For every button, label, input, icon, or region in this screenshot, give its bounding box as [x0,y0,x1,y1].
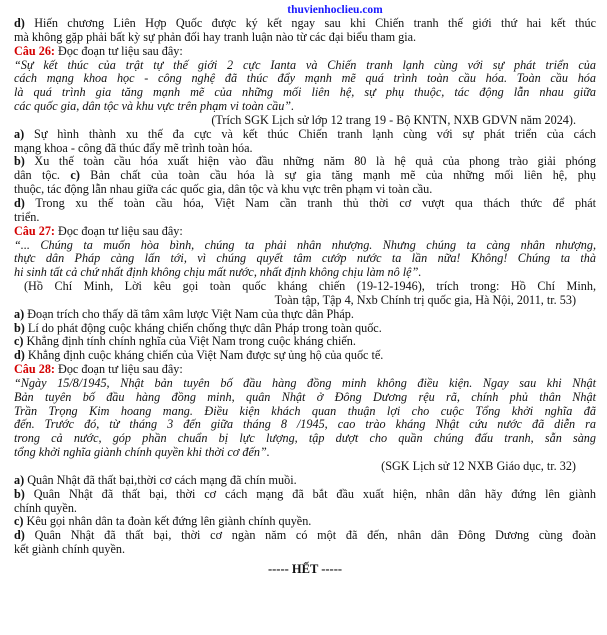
text-line [14,114,596,128]
text-run: Đọc đoạn tư liệu sau đây: [54,362,183,377]
text-run: Quân Nhật đã thất bại, thời cơ ngàn năm có một đã đến, nhân dân Đông Dương cùng đoàn [24,528,596,543]
text-line [14,169,596,183]
text-line [14,294,596,308]
option-letter: c) [14,514,24,529]
text-run: Hiến chương Liên Hợp Quốc được ký kết ngay sau khi Chiến tranh thế giới thứ hai kết thúc [24,16,596,30]
option-letter: b) [14,320,25,335]
quoted-source-text: Bản tuyên bố đầu hàng đồng minh, quân Nhật ở Đông Dương rệu rã, chính phủ thân Nhật [14,389,596,404]
text-line [14,474,596,488]
text-line [14,72,596,86]
option-letter: c) [14,334,24,349]
text-line [14,308,596,322]
text-line [14,418,596,432]
quoted-source-text: các quốc gia, dân tộc và khu vực trên phạm vi toàn cầu”. [14,99,295,114]
text-run: Xu thế toàn cầu hóa xuất hiện vào đầu những năm 80 là hệ quả của phong trào giải phóng [24,154,596,169]
quoted-source-text: là quá trình gia tăng mạnh mẽ của những mối liên hệ, sự phụ thuộc, tác động lẫn nhau giữa [14,85,596,100]
text-line [14,349,596,363]
text-line [14,502,596,516]
document-page [14,0,596,577]
text-run: Quân Nhật đã thất bại, thời cơ cách mạng đã bắt đầu xuất hiện, nhân dân hãy đứng lên giành [24,486,596,501]
text-line [14,515,596,529]
text-line [14,446,596,460]
text-line [14,266,596,280]
text-line [14,128,596,142]
option-letter: b) [14,154,25,169]
text-line [14,31,596,45]
text-line [14,460,596,474]
quoted-source-text: Trần Trọng Kim hoang mang. Điều kiện khách quan thuận lợi cho cuộc Tổng khởi nghĩa đã [14,403,596,418]
quoted-source-text: hi sinh tất cả chứ nhất định không chịu mất nước, nhất định không chịu làm nô lệ”. [14,265,422,280]
text-line [14,252,596,266]
quoted-source-text: trong cả nước, góp phần chuẩn bị lực lượng, tập dượt cho quần chúng đấu tranh, sẵn sàng [14,431,596,446]
question-label: Câu 28: [14,362,55,377]
option-letter: d) [14,348,25,363]
option-letter: d) [14,195,25,210]
text-run: Bản chất của toàn cầu hóa là sự gia tăng mạnh mẽ của những mối liên hệ, phụ [79,168,596,183]
site-watermark[interactable]: thuvienhoclieu.com [287,4,383,16]
text-run: kết giành chính quyền. [14,542,126,557]
question-label: Câu 26: [14,43,55,58]
text-line [14,405,596,419]
text-line [14,100,596,114]
text-line [14,363,596,377]
text-run: Khẳng định cuộc kháng chiến của Việt Nam được sự ủng hộ của quốc tế. [24,348,384,363]
quoted-source-text: “Ngày 15/8/1945, Nhật bản tuyên bố đầu hàng đồng minh không điều kiện. Ngay sau khi Nhật [14,375,596,390]
text-run: Quân Nhật đã thất bại,thời cơ cách mạng đã chín muồi. [24,472,297,487]
text-line [14,335,596,349]
text-run: triển. [14,209,40,224]
text-line [14,543,596,557]
text-run: Đoạn trích cho thấy dã tâm xâm lược Việt Nam của thực dân Pháp. [24,306,354,321]
text-run: Trong xu thế toàn cầu hóa, Việt Nam cần tranh thủ thời cơ vượt qua thách thức để phát [24,195,596,210]
text-line [14,197,596,211]
text-line [14,59,596,73]
text-line [14,488,596,502]
text-line [14,211,596,225]
document-body [14,17,596,557]
text-run: mạng khoa - công đã thúc đẩy mẽ trình toàn hóa. [14,140,253,155]
text-line [14,280,596,294]
text-run: Đọc đoạn tư liệu sau đây: [54,223,183,238]
end-marker: ----- HẾT ----- [267,561,343,576]
quoted-source-text: tổng khởi nghĩa giành chính quyền khi thời cơ đến”. [14,445,270,460]
text-line [14,45,596,59]
option-letter: d) [14,528,25,543]
text-run: Kêu gọi nhân dân ta đoàn kết đứng lên giành chính quyền. [23,514,312,529]
question-label: Câu 27: [14,223,55,238]
text-line [14,17,596,31]
text-line [14,322,596,336]
option-letter: d) [14,16,25,30]
quoted-source-text: cách mạng khoa học - công nghệ đã thúc đẩy mạnh mẽ quá trình toàn cầu hóa. Toàn cầu hóa [14,71,596,86]
option-letter: b) [14,486,25,501]
option-letter: c) [70,168,80,183]
text-line [14,142,596,156]
text-run: Sự hình thành xu thế đa cực và kết thúc Chiến tranh lạnh cùng với sự phát triển của cách [24,126,596,141]
text-line [14,225,596,239]
text-run: Toàn tập, Tập 4, Nxb Chính trị quốc gia, Hà Nội, 2011, tr. 53) [274,292,576,307]
text-line [14,432,596,446]
text-run: Khẳng định tính chính nghĩa của Việt Nam trong cuộc kháng chiến. [23,334,356,349]
text-run: mà không gặp phải bất kỳ sự phản đối hay tranh luận nào từ các đại biểu tham gia. [14,29,417,44]
text-line [14,391,596,405]
option-letter: a) [14,306,25,321]
text-run: thuộc, tác động lẫn nhau giữa các quốc gia, dân tộc và khu vực trên phạm vi toàn cầu. [14,182,433,197]
text-line [14,155,596,169]
option-letter: a) [14,126,25,141]
text-run: (SGK Lịch sử 12 NXB Giáo dục, tr. 32) [381,459,576,473]
text-line [14,239,596,253]
text-run: dân tộc. [14,168,71,183]
text-run: chính quyền. [14,500,77,515]
quoted-source-text: “... Chúng ta muốn hòa bình, chúng ta phải nhân nhượng. Nhưng chúng ta càng nhân nhượng, [14,237,596,252]
text-run: Lí do phát động cuộc kháng chiến chống thực dân Pháp trong toàn quốc. [24,320,382,335]
text-run: (Trích SGK Lịch sử lớp 12 trang 19 - Bộ KNTN, NXB GDVN năm 2024). [211,112,576,127]
citation-text: (Hồ Chí Minh, Lời kêu gọi toàn quốc kháng chiến (19-12-1946), trích trong: Hồ Chí Minh, [24,279,596,294]
option-letter: a) [14,472,25,487]
quoted-source-text: “Sự kết thúc của trật tự thế giới 2 cực Ianta và Chiến tranh lạnh cùng với sự phát triển của [14,57,596,72]
text-line [14,529,596,543]
text-line [14,377,596,391]
text-line [14,183,596,197]
text-line [14,86,596,100]
quoted-source-text: đến. Trước đó, từ tháng 3 đến giữa tháng 8 /1945, cao trào kháng Nhật cứu nước đã diễn ra [14,417,596,432]
quoted-source-text: thực dân Pháp càng lấn tới, vì chúng quyết tâm cướp nước ta lần nữa! Không! Chúng ta thà [14,251,596,266]
text-run: Đọc đoạn tư liệu sau đây: [54,43,183,58]
